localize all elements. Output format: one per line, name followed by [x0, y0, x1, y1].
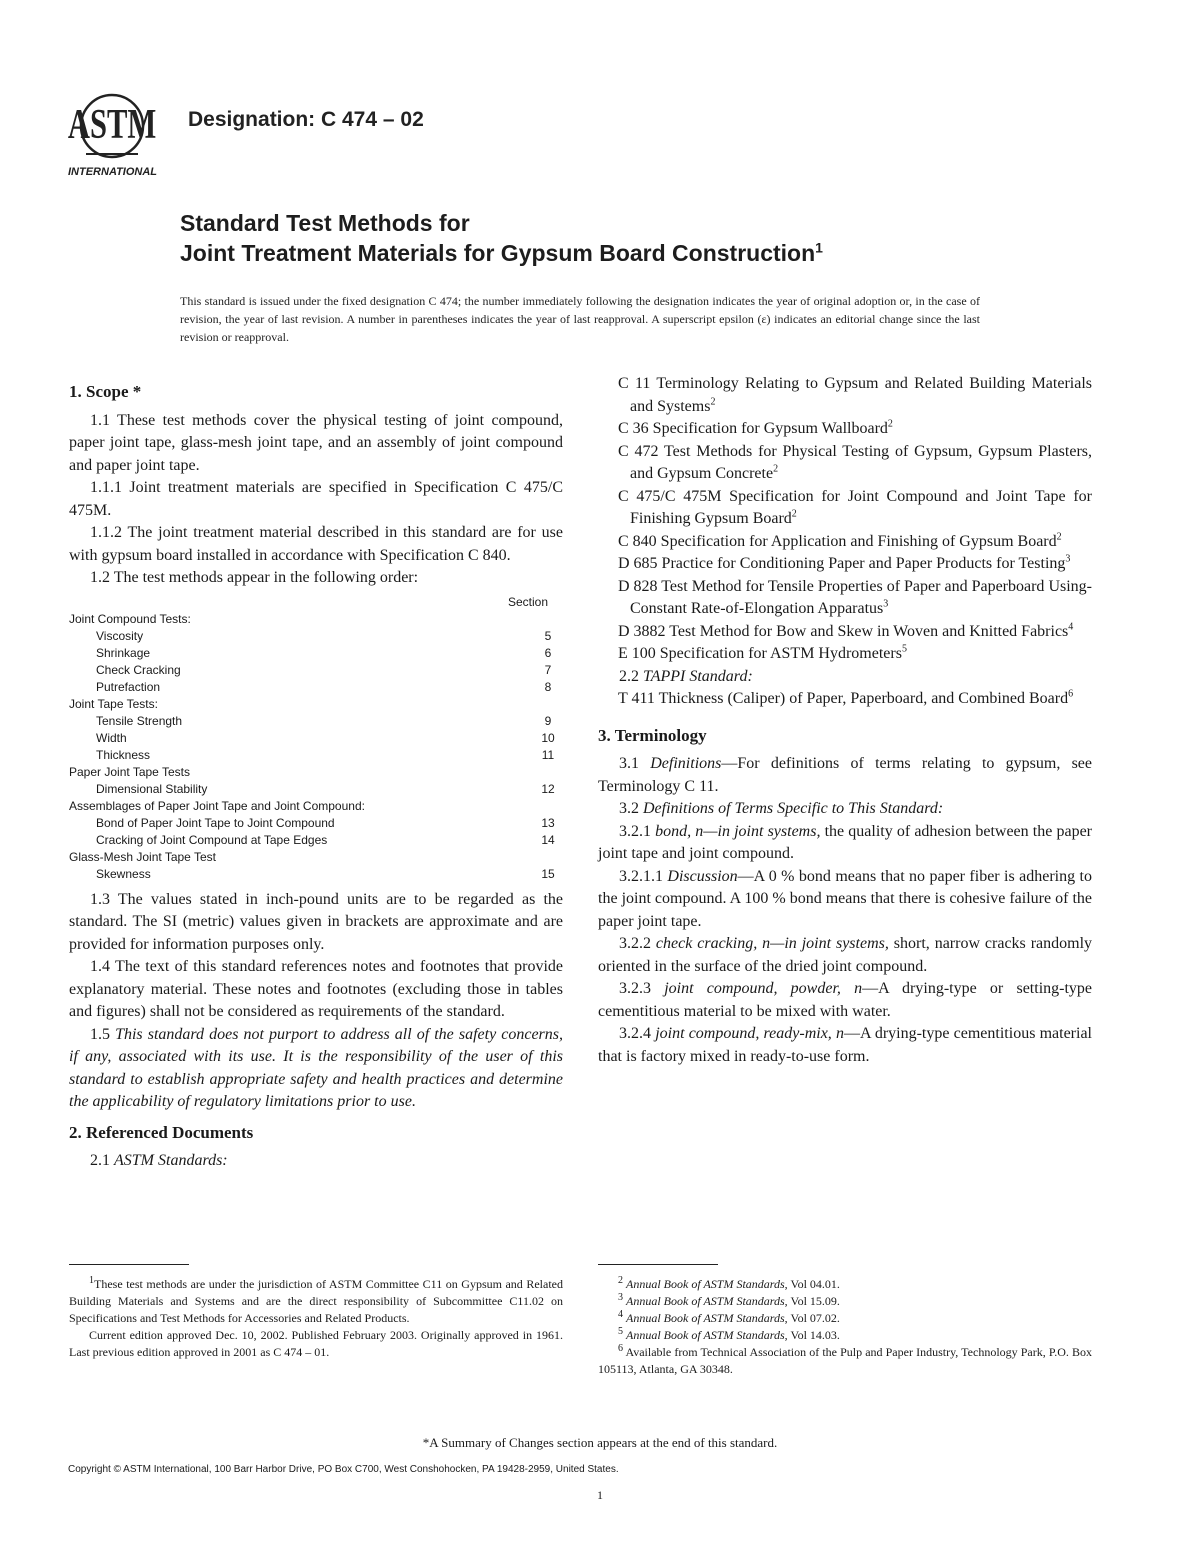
- footnote-4: [598, 1310, 1092, 1327]
- fn-mark: 6: [1068, 688, 1074, 700]
- fn-book: Annual Book of ASTM Standards: [626, 1328, 785, 1342]
- ref-text: T 411 Thickness (Caliper) of Paper, Paperboard, and Combined Board: [618, 690, 1069, 707]
- fn-mark: 2: [791, 508, 797, 520]
- svg-text:ASTM: ASTM: [68, 101, 157, 149]
- fn-mark: 3: [618, 1292, 623, 1303]
- ref-c840: [598, 531, 1092, 554]
- para-text: —A drying-type or setting-type cementitious material to be mixed with water.: [598, 980, 1093, 1020]
- fn-mark: 3: [1065, 553, 1071, 565]
- ref-text: C 840 Specification for Application and Finishing of Gypsum Board: [618, 532, 1057, 550]
- ref-text: D 685 Practice for Conditioning Paper and Paper Products for Testing: [618, 555, 1066, 572]
- fn-mark: 2: [887, 418, 893, 430]
- fn-mark: 3: [883, 598, 889, 610]
- referenced-docs-heading: 2. Referenced Documents: [69, 1122, 254, 1142]
- footnotes-right: [598, 1276, 1092, 1378]
- designation: Designation: C 474 – 02: [188, 108, 424, 131]
- para-3-2-4: [598, 1023, 1092, 1068]
- fn-mark: 2: [710, 396, 716, 408]
- footnote-5: [598, 1327, 1092, 1344]
- order-item: Shrinkage: [96, 645, 151, 660]
- ref-text: C 472 Test Methods for Physical Testing of Gypsum, Gypsum Plasters, and Gypsum Concrete: [618, 442, 1092, 482]
- ref-e100: [598, 643, 1092, 666]
- order-section: 11: [541, 747, 555, 762]
- astm-logo: [68, 92, 170, 178]
- para-term: Definitions: [650, 755, 722, 772]
- order-item: Check Cracking: [96, 662, 181, 677]
- para-text: —A 0 % bond means that no paper fiber is adhering to the joint compound. A 100 % bond means that there is cohesive failure of the paper joint tape.: [598, 867, 1092, 930]
- para-num: 3.2.1: [619, 822, 651, 840]
- title-line-1: Standard Test Methods for: [180, 210, 470, 236]
- fn-mark: 2: [773, 463, 779, 475]
- para-term: check cracking, n—in joint systems,: [655, 935, 889, 952]
- ref-text: D 828 Test Method for Tensile Properties of Paper and Paperboard Using-Constant Rate-of-Elongation Apparatus: [618, 577, 1092, 617]
- order-section: 13: [541, 815, 555, 830]
- right-column: [598, 373, 1092, 1068]
- footnote-1: [69, 1276, 563, 1327]
- para-num: 3.2.2: [619, 935, 651, 952]
- order-item: Dimensional Stability: [96, 781, 208, 796]
- ref-c11: [598, 373, 1092, 418]
- fn-mark: 6: [618, 1343, 623, 1354]
- footnotes-left: [69, 1276, 563, 1361]
- order-group: Glass-Mesh Joint Tape Test: [69, 849, 216, 864]
- para-text: —For definitions of terms relating to gypsum, see Terminology C 11.: [598, 755, 1093, 795]
- order-section: 8: [544, 679, 552, 694]
- left-column: [69, 373, 563, 1173]
- para-1-2: 1.2 The test methods appear in the following order:: [90, 569, 419, 586]
- fn-text: , Vol 07.02.: [784, 1311, 840, 1325]
- fn-text: , Vol 15.09.: [784, 1294, 840, 1308]
- title-footnote-mark: 1: [815, 239, 823, 256]
- footnote-6: [598, 1344, 1092, 1378]
- ref-d828: [598, 576, 1092, 621]
- order-group: Joint Compound Tests:: [69, 611, 191, 626]
- footnote-rule-left: [69, 1264, 189, 1265]
- para-2-1: [69, 1150, 563, 1173]
- ref-c475: [598, 486, 1092, 531]
- para-2-2: [598, 666, 1092, 689]
- order-item: Skewness: [96, 866, 151, 881]
- fn-book: Annual Book of ASTM Standards: [626, 1311, 785, 1325]
- para-1-3: 1.3 The values stated in inch-pound units are to be regarded as the standard. The SI (metric) values given in brackets are approximate and are provided for information purposes only.: [69, 890, 563, 953]
- ref-t411: [598, 688, 1092, 711]
- order-section: 15: [541, 866, 555, 881]
- para-text: TAPPI Standard:: [643, 667, 753, 685]
- order-group: Paper Joint Tape Tests: [69, 764, 190, 779]
- ref-text: E 100 Specification for ASTM Hydrometers: [618, 645, 902, 662]
- para-num: 1.5: [90, 1025, 110, 1043]
- order-section: 12: [541, 781, 555, 796]
- order-section: 10: [541, 730, 555, 745]
- ref-d685: [598, 553, 1092, 576]
- order-item: Viscosity: [96, 628, 144, 643]
- ref-d3882: [598, 621, 1092, 644]
- para-3-2-1: [598, 821, 1092, 866]
- footnote-3: [598, 1293, 1092, 1310]
- order-item: Putrefaction: [96, 679, 161, 694]
- order-group: Assemblages of Paper Joint Tape and Joint Compound:: [69, 798, 365, 813]
- logo-text: INTERNATIONAL: [68, 166, 158, 178]
- para-1-4: 1.4 The text of this standard references notes and footnotes that provide explanatory material. These notes and footnotes (excluding those in tables and figures) shall not be considered as requirements of the standard.: [69, 958, 563, 1020]
- para-num: 2.1: [90, 1152, 110, 1169]
- para-text: the quality of adhesion between the paper joint tape and joint compound.: [598, 822, 1092, 862]
- order-item: Tensile Strength: [96, 713, 183, 728]
- para-3-2-2: [598, 933, 1092, 978]
- scope-heading: 1. Scope *: [69, 382, 142, 401]
- order-header: Section: [507, 594, 549, 609]
- para-num: 3.2: [619, 800, 639, 817]
- fn-mark: 1: [89, 1275, 94, 1286]
- ref-c36: [598, 418, 1092, 441]
- para-3-2: [598, 798, 1092, 821]
- para-text: short, narrow cracks randomly oriented in the surface of the dried joint compound.: [598, 935, 1093, 975]
- para-text: This standard does not purport to address all of the safety concerns, if any, associated with its use. It is the responsibility of the user of this standard to establish appropriate safety and health practices and determine the applicability of regulatory limitations prior to use.: [69, 1025, 564, 1110]
- ref-text: C 36 Specification for Gypsum Wallboard: [618, 420, 888, 437]
- fn-mark: 2: [618, 1275, 623, 1286]
- para-text: Definitions of Terms Specific to This Standard:: [643, 800, 944, 817]
- para-1-5: [69, 1024, 563, 1114]
- order-item: Cracking of Joint Compound at Tape Edges: [96, 832, 328, 847]
- order-item: Bond of Paper Joint Tape to Joint Compound: [96, 815, 335, 830]
- para-term: bond, n—in joint systems,: [655, 822, 821, 840]
- fn-mark: 4: [1068, 621, 1074, 633]
- summary-of-changes-note: *A Summary of Changes section appears at the end of this standard.: [422, 1435, 778, 1450]
- page-number: 1: [597, 1488, 603, 1502]
- fn-text: , Vol 04.01.: [784, 1277, 840, 1291]
- title-line-2: Joint Treatment Materials for Gypsum Board Construction: [180, 240, 816, 266]
- para-term: Discussion: [667, 867, 738, 885]
- fn-book: Annual Book of ASTM Standards: [626, 1294, 785, 1308]
- fn-text: Available from Technical Association of the Pulp and Paper Industry, Technology Park, P.O. Box 105113, Atlanta, GA 30348.: [598, 1345, 1092, 1376]
- order-section: 6: [544, 645, 552, 660]
- para-term: joint compound, ready-mix, n: [655, 1025, 844, 1042]
- fn-mark: 4: [618, 1309, 623, 1320]
- footnote-2: [598, 1276, 1092, 1293]
- issue-note: This standard is issued under the fixed designation C 474; the number immediately following the designation indicates the year of original adoption or, in the case of revision, the year of last revision. A number in parentheses indicates the year of last reapproval. A superscript epsilon (ε) indicates an editorial change since the last revision or reapproval.: [180, 294, 980, 344]
- fn-book: Annual Book of ASTM Standards: [626, 1277, 785, 1291]
- para-num: 3.1: [619, 755, 639, 772]
- para-num: 3.2.1.1: [619, 867, 663, 885]
- fn-mark: 5: [618, 1326, 623, 1337]
- ref-text: D 3882 Test Method for Bow and Skew in Woven and Knitted Fabrics: [618, 622, 1069, 640]
- copyright: Copyright © ASTM International, 100 Barr Harbor Drive, PO Box C700, West Conshohocken, PA 19428-2959, United States.: [68, 1464, 619, 1475]
- para-num: 3.2.3: [619, 980, 651, 997]
- fn-text: These test methods are under the jurisdiction of ASTM Committee C11 on Gypsum and Related Building Materials and Systems and are the direct responsibility of Subcommittee C11.02 on Specifications and Test Methods for Accessories and Related Products.: [69, 1277, 563, 1325]
- para-3-2-3: [598, 978, 1092, 1023]
- para-3-2-1-1: [598, 866, 1092, 934]
- ref-text: C 475/C 475M Specification for Joint Compound and Joint Tape for Finishing Gypsum Board: [618, 487, 1092, 527]
- footnote-1b: Current edition approved Dec. 10, 2002. Published February 2003. Originally approved in 1961. Last previous edition approved in 2001 as C 474 – 01.: [69, 1328, 563, 1359]
- para-num: 3.2.4: [619, 1025, 651, 1042]
- para-text: ASTM Standards:: [114, 1152, 228, 1169]
- order-section: 14: [541, 832, 555, 847]
- footnote-rule-right: [598, 1264, 718, 1265]
- fn-text: , Vol 14.03.: [784, 1328, 840, 1342]
- para-num: 2.2: [619, 667, 639, 685]
- order-item: Thickness: [96, 747, 151, 762]
- ref-text: C 11 Terminology Relating to Gypsum and Related Building Materials and Systems: [618, 375, 1092, 415]
- order-section: 9: [544, 713, 552, 728]
- document-title: [180, 208, 823, 268]
- para-1-1-2: 1.1.2 The joint treatment material described in this standard are for use with gypsum board installed in accordance with Specification C 840.: [69, 524, 563, 564]
- para-3-1: [598, 753, 1092, 798]
- para-1-1-1: 1.1.1 Joint treatment materials are specified in Specification C 475/C 475M.: [69, 479, 563, 519]
- fn-mark: 5: [901, 643, 907, 655]
- para-text: —A drying-type cementitious material that is factory mixed in ready-to-use form.: [598, 1025, 1093, 1065]
- para-1-1: 1.1 These test methods cover the physical testing of joint compound, paper joint tape, glass-mesh joint tape, and an assembly of joint compound and paper joint tape.: [69, 411, 563, 474]
- para-term: joint compound, powder, n: [664, 980, 863, 997]
- order-section: 7: [544, 662, 552, 677]
- terminology-heading: 3. Terminology: [598, 725, 707, 745]
- ref-c472: [598, 441, 1092, 486]
- order-section: 5: [544, 628, 552, 643]
- fn-mark: 2: [1056, 531, 1062, 543]
- order-item: Width: [96, 730, 127, 745]
- order-group: Joint Tape Tests:: [69, 696, 158, 711]
- section-order-table: [69, 594, 563, 883]
